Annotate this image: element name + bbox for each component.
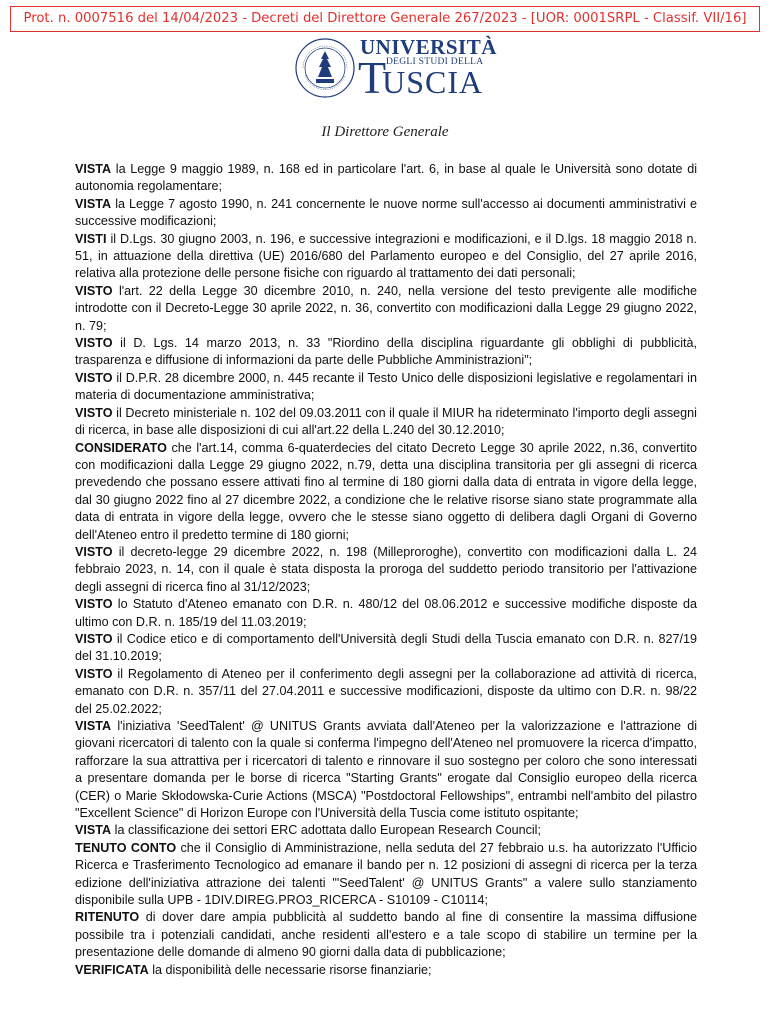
paragraph-lead: VISTO [75,370,113,385]
paragraph [75,335,697,370]
paragraph-lead: VISTO [75,544,113,559]
paragraph-text: il D. Lgs. 14 marzo 2013, n. 33 "Riordino della disciplina riguardante gli obblighi di pubblicità, trasparenza e diffusione di informazioni da parte delle Pubbliche Amministrazioni"; [75,336,697,368]
logo-tuscia-rest: USCIA [382,64,484,100]
university-logo [294,35,497,103]
paragraph-text: il D.Lgs. 30 giugno 2003, n. 196, e successive integrazioni e modificazioni, e il D.lgs. 18 maggio 2018 n. 51, in attuazione della direttiva (UE) 2016/680 del Parlamento europeo e del Consiglio, del 27 aprile 2016, relativa alla protezione delle persone fisiche con riguardo al trattamento dei dati personali; [75,231,697,281]
paragraph-lead: VISTO [75,336,113,351]
logo-tuscia-initial: T [358,52,387,103]
paragraph-lead: TENUTO CONTO [75,840,177,855]
paragraph-text: la disponibilità delle necessarie risorse finanziarie; [148,962,432,977]
paragraph-lead: VISTA [75,719,112,733]
paragraph-lead: VISTO [75,597,113,612]
paragraph [75,544,697,596]
paragraph-text: l'art. 22 della Legge 30 dicembre 2010, n. 240, nella versione del testo previgente alle modifiche introdotte con il Decreto-Legge 30 aprile 2022, n. 36, convertito con modificazioni dalla Legge 29 giugno 2022, n. 79; [75,283,697,333]
paragraph-lead: VISTA [75,823,112,838]
page-title: Il Direttore Generale [321,124,449,140]
paragraph-text: che l'art.14, comma 6-quaterdecies del citato Decreto Legge 30 aprile 2022, n.36, convertito con modificazioni dalla Legge 29 giugno 2022, n.79, detta una disciplina transitoria per gli assegni di ricerca prevedendo che possano essere attivati fino al termine di 180 giorni dalla data di entrata in vigore della legge, dal 30 giugno 2022 fino al 27 dicembre 2022, a condizione che le relative risorse siano state programmate alla data di entrata in vigore della legge, ovvero che le stesse siano oggetto di delibera dagli Organi di Governo dell'Ateneo entro il predetto termine di 180 giorni; [75,440,697,542]
paragraph-text: la classificazione dei settori ERC adottata dallo European Research Council; [111,823,541,838]
paragraph-text: il Regolamento di Ateneo per il conferimento degli assegni per la collaborazione ad attività di ricerca, emanato con D.R. n. 357/11 del 27.04.2011 e successive modificazioni, disposte da ultimo con D.R. n. 98/22 del 25.02.2022; [75,666,697,716]
paragraph-lead: VISTO [75,405,113,420]
paragraph [75,370,697,405]
paragraph-lead: VISTO [75,666,113,681]
paragraph-text: di dover dare ampia pubblicità al suddetto bando al fine di consentire la massima diffusione possibile tra i potenziali candidati, anche residenti all'estero e a tale scopo di stabilire un termine per la presentazione delle domande di almeno 90 giorni dalla data di pubblicazione; [75,910,697,960]
paragraph-lead: CONSIDERATO [75,440,167,455]
paragraph [75,440,697,544]
paragraph [75,666,697,718]
protocol-stamp: Prot. n. 0007516 del 14/04/2023 - Decreti del Direttore Generale 267/2023 - [UOR: 0001SRPL - Classif. VII/16] [10,6,760,32]
paragraph [75,405,697,440]
paragraph-text: l'iniziativa 'SeedTalent' @ UNITUS Grants avviata dall'Ateneo per la valorizzazione e l'attrazione di giovani ricercatori di talento con la quale si conferma l'impegno dell'Ateneo nel promuovere la ricerca d'impatto, rafforzare la sua attrattiva per i ricercatori di talento e rinnovare il suo sostegno per coloro che sono interessati a presentare domanda per le borse di ricerca "Starting Grants" erogate dal Consiglio europeo della ricerca (CER) o Marie Skłodowska-Curie Actions (MSCA) "Postdoctoral Fellowships", entrambi nell'ambito del pilastro "Excellent Science" di Horizon Europe con l'Università della Tuscia come istituto ospitante; [75,719,697,821]
university-seal-icon [294,37,356,99]
paragraph [75,822,697,839]
logo-universita: UNIVERSITÀ [360,35,497,59]
paragraph [75,718,697,822]
paragraph-lead: VISTO [75,631,113,646]
paragraph [75,196,697,231]
paragraph-text: il decreto-legge 29 dicembre 2022, n. 198 (Milleproroghe), convertito con modificazioni dalla L. 24 febbraio 2023, n. 14, con il quale è stata disposta la proroga del suddetto periodo transitorio per l'attivazione degli assegni di ricerca fino al 31/12/2023; [75,544,697,594]
decree-body [75,161,697,979]
paragraph-text: il Decreto ministeriale n. 102 del 09.03.2011 con il quale il MIUR ha rideterminato l'importo degli assegni di ricerca, in base alle disposizioni di cui all'art.22 della L.240 del 30.12.2010; [75,405,697,438]
logo-tuscia [358,52,487,103]
paragraph-text: lo Statuto d'Ateneo emanato con D.R. n. 480/12 del 08.06.2012 e successive modifiche disposte da ultimo con D.R. n. 185/19 del 11.03.2019; [75,597,697,629]
paragraph [75,909,697,961]
paragraph-lead: VISTA [75,196,112,211]
paragraph-text: che il Consiglio di Amministrazione, nella seduta del 27 febbraio u.s. ha autorizzato l'Ufficio Ricerca e Trasferimento Tecnologico ad emanare il bando per n. 12 posizioni di assegni di ricerca per la terza edizione dell'iniziativa attrazione dei talenti "'SeedTalent' @ UNITUS Grants" a valere sullo stanziamento disponibile sulla UPB - 1DIV.DIREG.PRO3_RICERCA - S10109 - C10114; [75,840,697,908]
paragraph [75,631,697,666]
paragraph-lead: VISTA [75,162,112,176]
paragraph-text: il Codice etico e di comportamento dell'Università degli Studi della Tuscia emanato con D.R. n. 827/19 del 31.10.2019; [75,631,697,664]
paragraph [75,596,697,631]
paragraph [75,840,697,910]
paragraph-lead: VISTO [75,283,113,298]
paragraph-lead: VISTI [75,231,107,246]
paragraph [75,231,697,283]
paragraph-text: la Legge 9 maggio 1989, n. 168 ed in particolare l'art. 6, in base al quale le Università sono dotate di autonomia regolamentare; [75,162,697,194]
paragraph [75,161,697,196]
paragraph-text: la Legge 7 agosto 1990, n. 241 concernente le nuove norme sull'accesso ai documenti amministrativi e successive modificazioni; [75,196,697,229]
paragraph-lead: RITENUTO [75,910,140,925]
logo-degli-studi: DEGLI STUDI DELLA [386,57,484,67]
paragraph-text: il D.P.R. 28 dicembre 2000, n. 445 recante il Testo Unico delle disposizioni legislative e regolamentari in materia di documentazione amministrativa; [75,370,697,403]
paragraph [75,962,697,979]
paragraph-lead: VERIFICATA [75,962,149,977]
paragraph [75,283,697,335]
